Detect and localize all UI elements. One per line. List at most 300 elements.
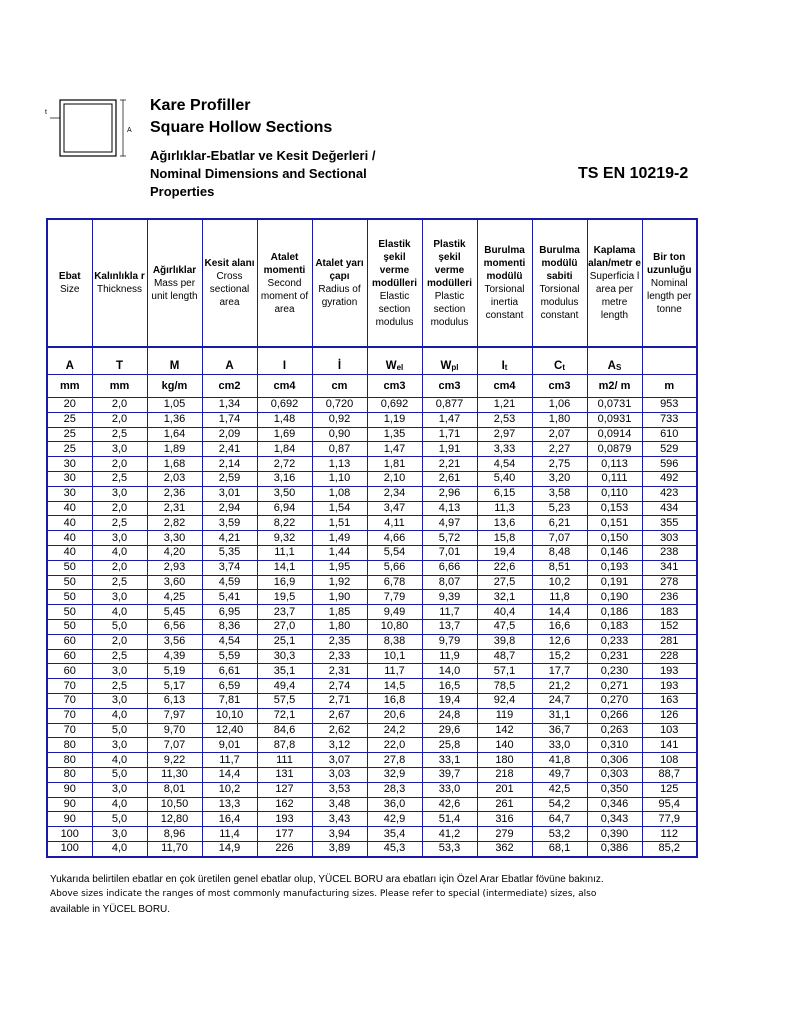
table-cell: 7,07 — [532, 531, 587, 546]
table-cell: 2,0 — [92, 457, 147, 472]
table-cell: 6,21 — [532, 516, 587, 531]
table-cell: 4,0 — [92, 841, 147, 856]
table-cell: 50 — [47, 605, 92, 620]
column-header — [422, 219, 477, 347]
properties-table — [46, 218, 698, 858]
table-cell: 2,97 — [477, 427, 532, 442]
table-cell: 3,07 — [312, 753, 367, 768]
footer-note — [50, 872, 690, 917]
table-cell: 40,4 — [477, 605, 532, 620]
table-cell: 87,8 — [257, 738, 312, 753]
column-unit: cm — [312, 375, 367, 398]
table-cell: 4,59 — [202, 575, 257, 590]
table-cell: 0,111 — [587, 471, 642, 486]
table-cell: 1,10 — [312, 471, 367, 486]
table-cell: 27,0 — [257, 619, 312, 634]
table-row — [47, 457, 697, 472]
table-cell: 5,0 — [92, 723, 147, 738]
table-cell: 40 — [47, 501, 92, 516]
table-cell: 127 — [257, 782, 312, 797]
table-cell: 88,7 — [642, 767, 697, 782]
column-title-tr: Kesit alanı — [204, 258, 255, 269]
column-symbol — [257, 347, 312, 375]
table-cell: 0,90 — [312, 427, 367, 442]
table-row — [47, 531, 697, 546]
column-unit: cm4 — [257, 375, 312, 398]
column-symbol — [642, 347, 697, 375]
table-cell: 1,08 — [312, 486, 367, 501]
table-cell: 2,33 — [312, 649, 367, 664]
table-cell: 19,4 — [422, 693, 477, 708]
table-cell: 11,7 — [367, 664, 422, 679]
table-cell: 2,53 — [477, 412, 532, 427]
table-cell: 80 — [47, 767, 92, 782]
table-cell: 8,07 — [422, 575, 477, 590]
table-cell: 17,7 — [532, 664, 587, 679]
table-cell: 1,95 — [312, 560, 367, 575]
symbol-subscript: el — [396, 363, 404, 372]
column-title-en: Torsional inertia constant — [484, 284, 525, 321]
table-cell: 3,30 — [147, 531, 202, 546]
table-cell: 278 — [642, 575, 697, 590]
table-cell: 177 — [257, 827, 312, 842]
table-cell: 0,87 — [312, 442, 367, 457]
table-cell: 2,0 — [92, 501, 147, 516]
table-cell: 11,1 — [257, 545, 312, 560]
table-cell: 0,146 — [587, 545, 642, 560]
column-symbol — [587, 347, 642, 375]
subtitle-line-1: Ağırlıklar-Ebatlar ve Kesit Değerleri / — [150, 148, 376, 163]
table-cell: 1,06 — [532, 398, 587, 413]
column-symbol — [92, 347, 147, 375]
table-cell: 316 — [477, 812, 532, 827]
table-cell: 41,8 — [532, 753, 587, 768]
table-cell: 33,0 — [422, 782, 477, 797]
column-unit: mm — [92, 375, 147, 398]
table-cell: 25,1 — [257, 634, 312, 649]
table-cell: 0,692 — [257, 398, 312, 413]
table-cell: 70 — [47, 723, 92, 738]
table-cell: 5,23 — [532, 501, 587, 516]
table-cell: 19,4 — [477, 545, 532, 560]
table-cell: 7,79 — [367, 590, 422, 605]
table-cell: 0,151 — [587, 516, 642, 531]
table-cell: 1,35 — [367, 427, 422, 442]
table-cell: 7,01 — [422, 545, 477, 560]
table-cell: 1,71 — [422, 427, 477, 442]
diagram-label-a: A — [127, 127, 132, 134]
table-cell: 2,5 — [92, 516, 147, 531]
table-cell: 50 — [47, 560, 92, 575]
table-cell: 60 — [47, 634, 92, 649]
table-cell: 2,10 — [367, 471, 422, 486]
column-title-en: Cross sectional area — [209, 271, 250, 308]
table-cell: 1,91 — [422, 442, 477, 457]
table-row — [47, 398, 697, 413]
table-cell: 12,40 — [202, 723, 257, 738]
table-cell: 2,07 — [532, 427, 587, 442]
table-cell: 41,2 — [422, 827, 477, 842]
table-cell: 3,59 — [202, 516, 257, 531]
table-cell: 8,96 — [147, 827, 202, 842]
table-cell: 16,5 — [422, 679, 477, 694]
table-cell: 2,03 — [147, 471, 202, 486]
table-row — [47, 723, 697, 738]
table-cell: 33,0 — [532, 738, 587, 753]
table-cell: 12,6 — [532, 634, 587, 649]
table-cell: 11,8 — [532, 590, 587, 605]
table-cell: 60 — [47, 664, 92, 679]
table-cell: 0,343 — [587, 812, 642, 827]
table-cell: 218 — [477, 767, 532, 782]
table-cell: 5,66 — [367, 560, 422, 575]
table-cell: 0,270 — [587, 693, 642, 708]
table-cell: 10,1 — [367, 649, 422, 664]
symbol-text: I — [282, 360, 287, 372]
table-cell: 5,54 — [367, 545, 422, 560]
table-cell: 72,1 — [257, 708, 312, 723]
table-cell: 2,67 — [312, 708, 367, 723]
table-cell: 1,74 — [202, 412, 257, 427]
table-cell: 4,0 — [92, 753, 147, 768]
table-cell: 10,50 — [147, 797, 202, 812]
table-cell: 131 — [257, 767, 312, 782]
table-cell: 2,75 — [532, 457, 587, 472]
table-cell: 6,78 — [367, 575, 422, 590]
table-cell: 4,0 — [92, 605, 147, 620]
table-cell: 201 — [477, 782, 532, 797]
table-cell: 108 — [642, 753, 697, 768]
column-title-en: Torsional modulus constant — [539, 284, 580, 321]
table-cell: 48,7 — [477, 649, 532, 664]
table-cell: 0,263 — [587, 723, 642, 738]
column-title-tr: Kaplama alan/metr e — [588, 245, 641, 269]
table-row — [47, 605, 697, 620]
table-cell: 5,0 — [92, 812, 147, 827]
table-cell: 0,153 — [587, 501, 642, 516]
column-title-en: Elastic section modulus — [375, 290, 414, 328]
table-cell: 32,1 — [477, 590, 532, 605]
table-cell: 11,30 — [147, 767, 202, 782]
table-cell: 279 — [477, 827, 532, 842]
table-cell: 162 — [257, 797, 312, 812]
table-row — [47, 575, 697, 590]
table-cell: 80 — [47, 753, 92, 768]
table-cell: 2,35 — [312, 634, 367, 649]
table-cell: 2,93 — [147, 560, 202, 575]
table-cell: 8,38 — [367, 634, 422, 649]
table-cell: 90 — [47, 797, 92, 812]
table-cell: 142 — [477, 723, 532, 738]
table-cell: 36,7 — [532, 723, 587, 738]
table-row — [47, 738, 697, 753]
table-cell: 50 — [47, 619, 92, 634]
table-cell: 2,59 — [202, 471, 257, 486]
table-cell: 1,68 — [147, 457, 202, 472]
table-cell: 14,5 — [367, 679, 422, 694]
table-cell: 40 — [47, 516, 92, 531]
table-cell: 2,82 — [147, 516, 202, 531]
column-title-en: Size — [60, 284, 80, 295]
table-cell: 20,6 — [367, 708, 422, 723]
table-cell: 1,49 — [312, 531, 367, 546]
table-row — [47, 767, 697, 782]
table-cell: 596 — [642, 457, 697, 472]
table-row — [47, 442, 697, 457]
table-cell: 3,0 — [92, 486, 147, 501]
table-cell: 19,5 — [257, 590, 312, 605]
subtitle-line-3: Properties — [150, 184, 215, 199]
table-cell: 7,97 — [147, 708, 202, 723]
symbol-text: W — [385, 360, 397, 372]
table-row — [47, 664, 697, 679]
table-cell: 21,2 — [532, 679, 587, 694]
table-cell: 5,35 — [202, 545, 257, 560]
table-cell: 6,95 — [202, 605, 257, 620]
table-cell: 36,0 — [367, 797, 422, 812]
table-cell: 10,10 — [202, 708, 257, 723]
table-cell: 4,97 — [422, 516, 477, 531]
table-cell: 2,27 — [532, 442, 587, 457]
table-cell: 3,01 — [202, 486, 257, 501]
table-cell: 16,4 — [202, 812, 257, 827]
table-cell: 8,36 — [202, 619, 257, 634]
subtitle-line-2: Nominal Dimensions and Sectional — [150, 166, 367, 181]
table-cell: 90 — [47, 812, 92, 827]
table-cell: 100 — [47, 841, 92, 856]
table-cell: 64,7 — [532, 812, 587, 827]
table-cell: 24,8 — [422, 708, 477, 723]
table-cell: 40 — [47, 531, 92, 546]
table-cell: 11,70 — [147, 841, 202, 856]
table-cell: 3,0 — [92, 693, 147, 708]
column-title-en: Nominal length per tonne — [647, 277, 692, 315]
table-cell: 0,193 — [587, 560, 642, 575]
table-cell: 70 — [47, 679, 92, 694]
table-cell: 0,303 — [587, 767, 642, 782]
table-cell: 2,0 — [92, 398, 147, 413]
table-cell: 3,94 — [312, 827, 367, 842]
table-cell: 1,47 — [367, 442, 422, 457]
table-cell: 10,80 — [367, 619, 422, 634]
table-cell: 362 — [477, 841, 532, 856]
table-cell: 228 — [642, 649, 697, 664]
table-cell: 0,231 — [587, 649, 642, 664]
symbol-text: W — [440, 360, 452, 372]
table-cell: 22,6 — [477, 560, 532, 575]
table-cell: 1,89 — [147, 442, 202, 457]
table-cell: 5,72 — [422, 531, 477, 546]
table-cell: 0,0931 — [587, 412, 642, 427]
table-cell: 152 — [642, 619, 697, 634]
table-cell: 1,92 — [312, 575, 367, 590]
table-cell: 3,0 — [92, 664, 147, 679]
symbol-text: A — [225, 360, 234, 372]
table-cell: 5,59 — [202, 649, 257, 664]
column-title-tr: Kalınlıkla r — [94, 271, 145, 282]
table-cell: 49,4 — [257, 679, 312, 694]
table-cell: 15,2 — [532, 649, 587, 664]
column-title-en: Second moment of area — [260, 277, 309, 315]
table-cell: 54,2 — [532, 797, 587, 812]
table-cell: 2,36 — [147, 486, 202, 501]
table-cell: 31,1 — [532, 708, 587, 723]
table-cell: 0,877 — [422, 398, 477, 413]
column-symbol — [147, 347, 202, 375]
column-unit: cm3 — [532, 375, 587, 398]
column-header — [312, 219, 367, 347]
table-cell: 4,11 — [367, 516, 422, 531]
symbol-subscript: pl — [451, 363, 459, 372]
table-cell: 5,40 — [477, 471, 532, 486]
table-row — [47, 619, 697, 634]
table-cell: 32,9 — [367, 767, 422, 782]
table-cell: 2,41 — [202, 442, 257, 457]
table-cell: 2,09 — [202, 427, 257, 442]
column-title-tr: Ebat — [58, 271, 81, 282]
table-cell: 3,74 — [202, 560, 257, 575]
column-symbol — [312, 347, 367, 375]
table-cell: 2,0 — [92, 634, 147, 649]
table-row — [47, 560, 697, 575]
table-cell: 119 — [477, 708, 532, 723]
table-row — [47, 412, 697, 427]
table-cell: 3,89 — [312, 841, 367, 856]
table-cell: 4,0 — [92, 797, 147, 812]
table-cell: 0,306 — [587, 753, 642, 768]
table-cell: 3,48 — [312, 797, 367, 812]
table-cell: 6,66 — [422, 560, 477, 575]
table-cell: 1,34 — [202, 398, 257, 413]
table-row — [47, 782, 697, 797]
diagram-label-t: t — [45, 109, 47, 116]
table-cell: 9,39 — [422, 590, 477, 605]
column-header — [147, 219, 202, 347]
table-cell: 8,51 — [532, 560, 587, 575]
table-cell: 3,0 — [92, 531, 147, 546]
table-cell: 0,266 — [587, 708, 642, 723]
column-title-tr: Burulma modülü sabiti — [539, 245, 580, 282]
table-cell: 2,61 — [422, 471, 477, 486]
table-cell: 14,4 — [532, 605, 587, 620]
table-cell: 112 — [642, 827, 697, 842]
table-cell: 2,14 — [202, 457, 257, 472]
table-cell: 90 — [47, 782, 92, 797]
table-cell: 92,4 — [477, 693, 532, 708]
table-cell: 4,0 — [92, 708, 147, 723]
table-cell: 733 — [642, 412, 697, 427]
table-cell: 27,5 — [477, 575, 532, 590]
table-cell: 0,692 — [367, 398, 422, 413]
table-cell: 16,6 — [532, 619, 587, 634]
table-cell: 0,0914 — [587, 427, 642, 442]
table-cell: 1,13 — [312, 457, 367, 472]
table-cell: 15,8 — [477, 531, 532, 546]
table-cell: 27,8 — [367, 753, 422, 768]
table-cell: 9,49 — [367, 605, 422, 620]
header-symbol-row — [47, 347, 697, 375]
table-cell: 70 — [47, 693, 92, 708]
column-title-tr: Plastik şekil verme modülleri — [426, 238, 472, 289]
table-cell: 236 — [642, 590, 697, 605]
table-cell: 3,03 — [312, 767, 367, 782]
table-cell: 35,4 — [367, 827, 422, 842]
table-cell: 78,5 — [477, 679, 532, 694]
table-body — [47, 398, 697, 857]
table-cell: 610 — [642, 427, 697, 442]
table-cell: 0,271 — [587, 679, 642, 694]
table-cell: 30 — [47, 457, 92, 472]
table-row — [47, 471, 697, 486]
table-cell: 22,0 — [367, 738, 422, 753]
table-cell: 3,20 — [532, 471, 587, 486]
table-cell: 7,07 — [147, 738, 202, 753]
table-cell: 2,72 — [257, 457, 312, 472]
column-header — [477, 219, 532, 347]
table-cell: 111 — [257, 753, 312, 768]
table-cell: 1,54 — [312, 501, 367, 516]
column-unit: cm2 — [202, 375, 257, 398]
table-cell: 183 — [642, 605, 697, 620]
table-cell: 0,191 — [587, 575, 642, 590]
square-section-diagram — [38, 96, 138, 160]
table-cell: 14,9 — [202, 841, 257, 856]
table-cell: 6,61 — [202, 664, 257, 679]
table-cell: 50 — [47, 590, 92, 605]
column-symbol — [422, 347, 477, 375]
table-cell: 0,390 — [587, 827, 642, 842]
table-cell: 11,7 — [202, 753, 257, 768]
table-cell: 141 — [642, 738, 697, 753]
table-cell: 0,183 — [587, 619, 642, 634]
column-unit: cm4 — [477, 375, 532, 398]
column-header — [92, 219, 147, 347]
table-cell: 57,5 — [257, 693, 312, 708]
symbol-text: C — [554, 360, 563, 372]
table-cell: 39,8 — [477, 634, 532, 649]
table-cell: 25 — [47, 412, 92, 427]
table-cell: 3,0 — [92, 782, 147, 797]
symbol-text: A — [607, 360, 616, 372]
column-unit: mm — [47, 375, 92, 398]
properties-table-wrap — [46, 218, 696, 858]
title-block — [150, 95, 332, 139]
footer-note-en-2: available in YÜCEL BORU. — [50, 904, 171, 915]
table-row — [47, 679, 697, 694]
table-row — [47, 486, 697, 501]
table-cell: 0,110 — [587, 486, 642, 501]
table-row — [47, 841, 697, 856]
footer-note-tr: Yukarıda belirtilen ebatlar en çok üretilen genel ebatlar olup, YÜCEL BORU ara ebatları için Özel Arar Ebatlar fövüne bakınız. — [50, 874, 604, 885]
table-row — [47, 501, 697, 516]
table-cell: 0,346 — [587, 797, 642, 812]
table-cell: 42,6 — [422, 797, 477, 812]
table-cell: 0,186 — [587, 605, 642, 620]
table-cell: 1,21 — [477, 398, 532, 413]
table-row — [47, 545, 697, 560]
table-cell: 0,92 — [312, 412, 367, 427]
column-title-en: Thickness — [96, 284, 142, 295]
table-cell: 180 — [477, 753, 532, 768]
table-cell: 24,2 — [367, 723, 422, 738]
table-cell: 1,36 — [147, 412, 202, 427]
table-cell: 4,66 — [367, 531, 422, 546]
table-cell: 49,7 — [532, 767, 587, 782]
table-row — [47, 753, 697, 768]
table-row — [47, 516, 697, 531]
column-header — [47, 219, 92, 347]
table-cell: 2,34 — [367, 486, 422, 501]
